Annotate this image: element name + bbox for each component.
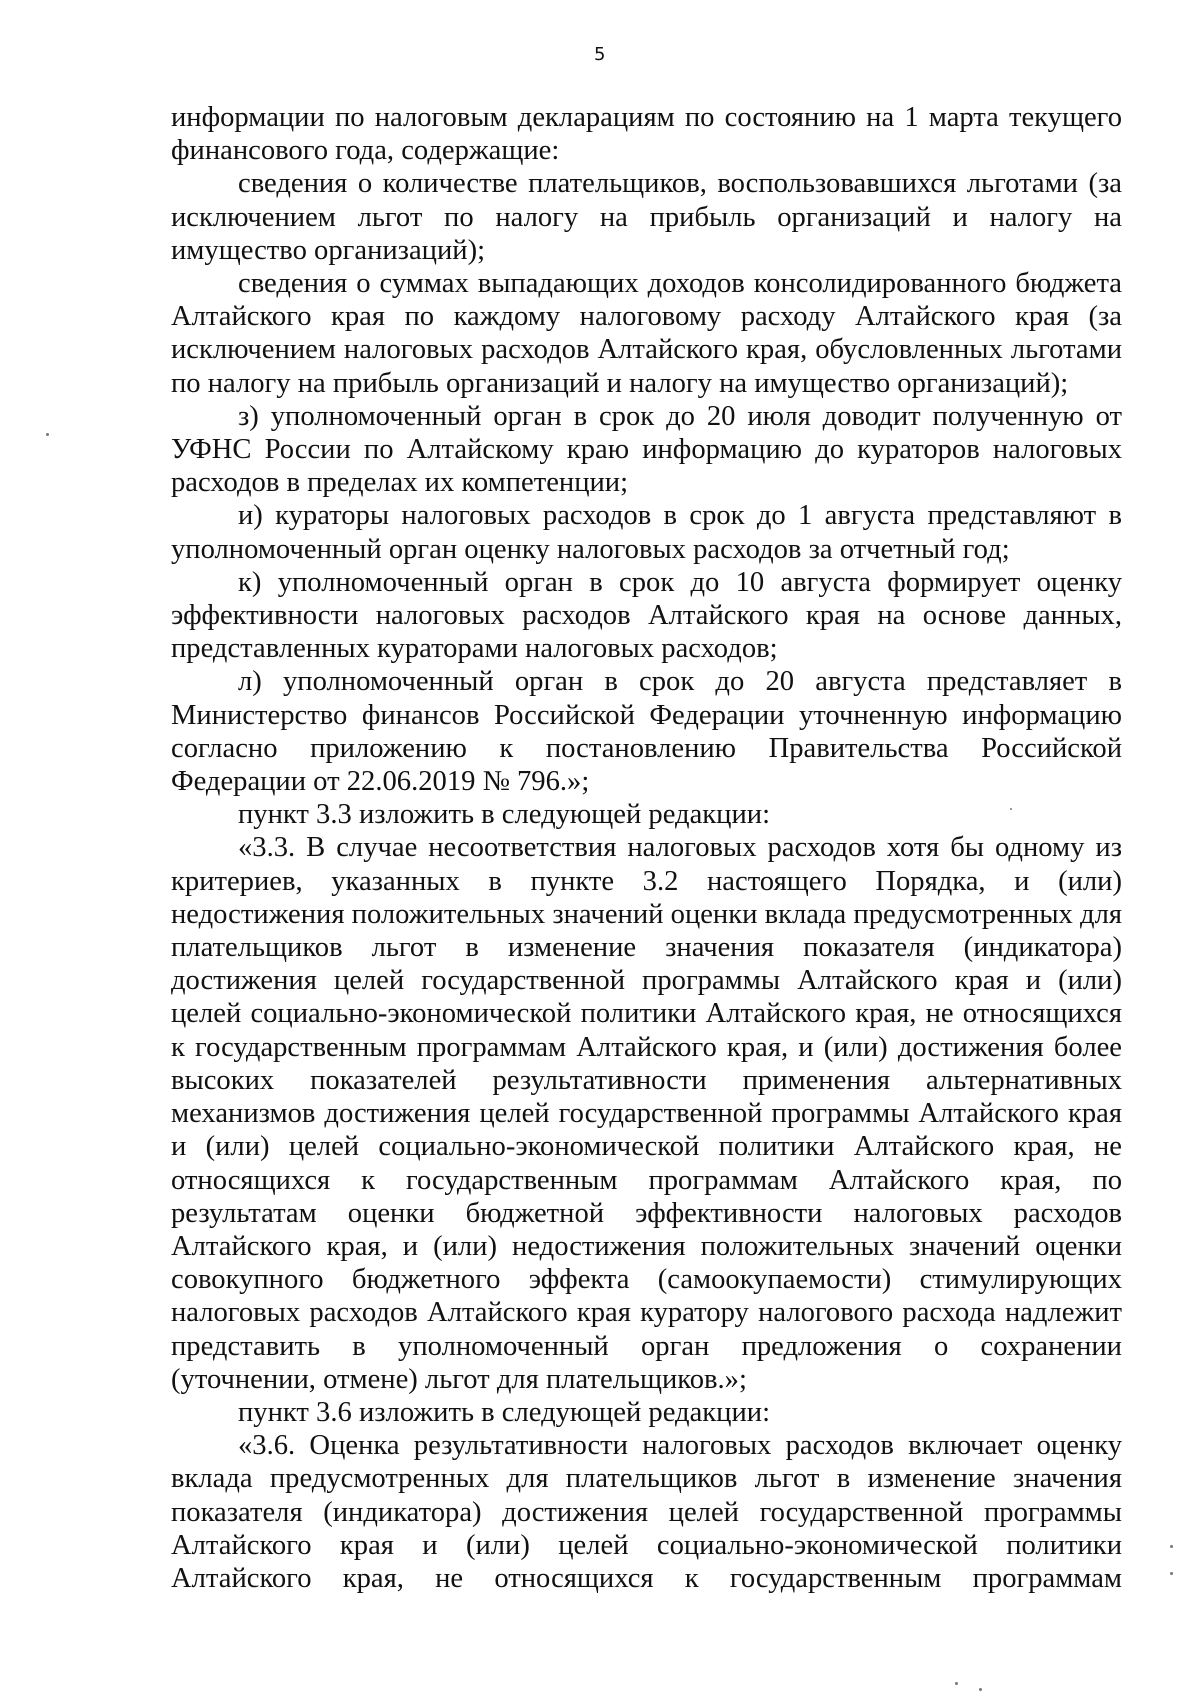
paragraph-11: «3.6. Оценка результативности налоговых расходов включает оценку вклада предусмотренных для плательщиков льгот в изменение значения показателя (индикатора) достижения целей государственной программы Алтайского края и (или) целей социально-экономической политики Алтайского края, не относящихся к государственным программам [171,1430,1122,1594]
paragraph-6: к) уполномоченный орган в срок до 10 августа формирует оценку эффективности налоговых расходов Алтайского края на основе данных, представленных кураторами налоговых расходов; [171,566,1122,665]
page-number: 5 [594,44,606,65]
paragraph-7: л) уполномоченный орган в срок до 20 августа представляет в Министерство финансов Российской Федерации уточненную информацию согласно приложению к постановлению Правительства Российской Федерации от 22.06.2019 № 796.»; [171,666,1122,798]
scan-speck [1010,808,1012,810]
scan-speck [46,433,49,436]
paragraph-1: информации по налоговым декларациям по состоянию на 1 марта текущего финансового года, содержащие: [171,102,1122,167]
paragraph-4: з) уполномоченный орган в срок до 20 июля доводит полученную от УФНС России по Алтайскому краю информацию до кураторов налоговых расходов в пределах их компетенции; [171,400,1122,499]
scan-speck [1170,1572,1173,1575]
scan-speck [955,1682,958,1685]
document-body [171,101,1122,1595]
paragraph-8: пункт 3.3 изложить в следующей редакции: [238,799,771,831]
paragraph-10: пункт 3.6 изложить в следующей редакции: [238,1396,771,1428]
paragraph-2: сведения о количестве плательщиков, воспользовавшихся льготами (за исключением льгот по налогу на прибыль организаций и налогу на имущество организаций); [171,168,1122,266]
paragraph-5: и) кураторы налоговых расходов в срок до 1 августа представляют в уполномоченный орган оценку налоговых расходов за отчетный год; [171,500,1122,565]
paragraph-3: сведения о суммах выпадающих доходов консолидированного бюджета Алтайского края по каждому налоговому расходу Алтайского края (за исключением налоговых расходов Алтайского края, обусловленных льготами по налогу на прибыль организаций и налогу на имущество организаций); [171,268,1122,399]
scan-speck [979,1688,982,1691]
paragraph-9: «3.3. В случае несоответствия налоговых расходов хотя бы одному из критериев, указанных в пункте 3.2 настоящего Порядка, и (или) недостижения положительных значений оценки вклада предусмотренных для плательщиков льгот в изменение значения показателя (индикатора) достижения целей государственной программы Алтайского края и (или) целей социально-экономической политики Алтайского края, не относящихся к государственным программам Алтайского края, и (или) достижения более высоких показателей результативности применения альтернативных механизмов достижения целей государственной программы Алтайского края и (или) целей социально-экономической политики Алтайского края, не относящихся к государственным программам Алтайского края, по результатам оценки бюджетной эффективности налоговых расходов Алтайского края, и (или) недостижения положительных значений оценки совокупного бюджетного эффекта (самоокупаемости) стимулирующих налоговых расходов Алтайского края куратору налогового расхода надлежит представить в уполномоченный орган предложения о сохранении (уточнении, отмене) льгот для плательщиков.»; [171,832,1122,1395]
scan-speck [1170,1545,1173,1548]
